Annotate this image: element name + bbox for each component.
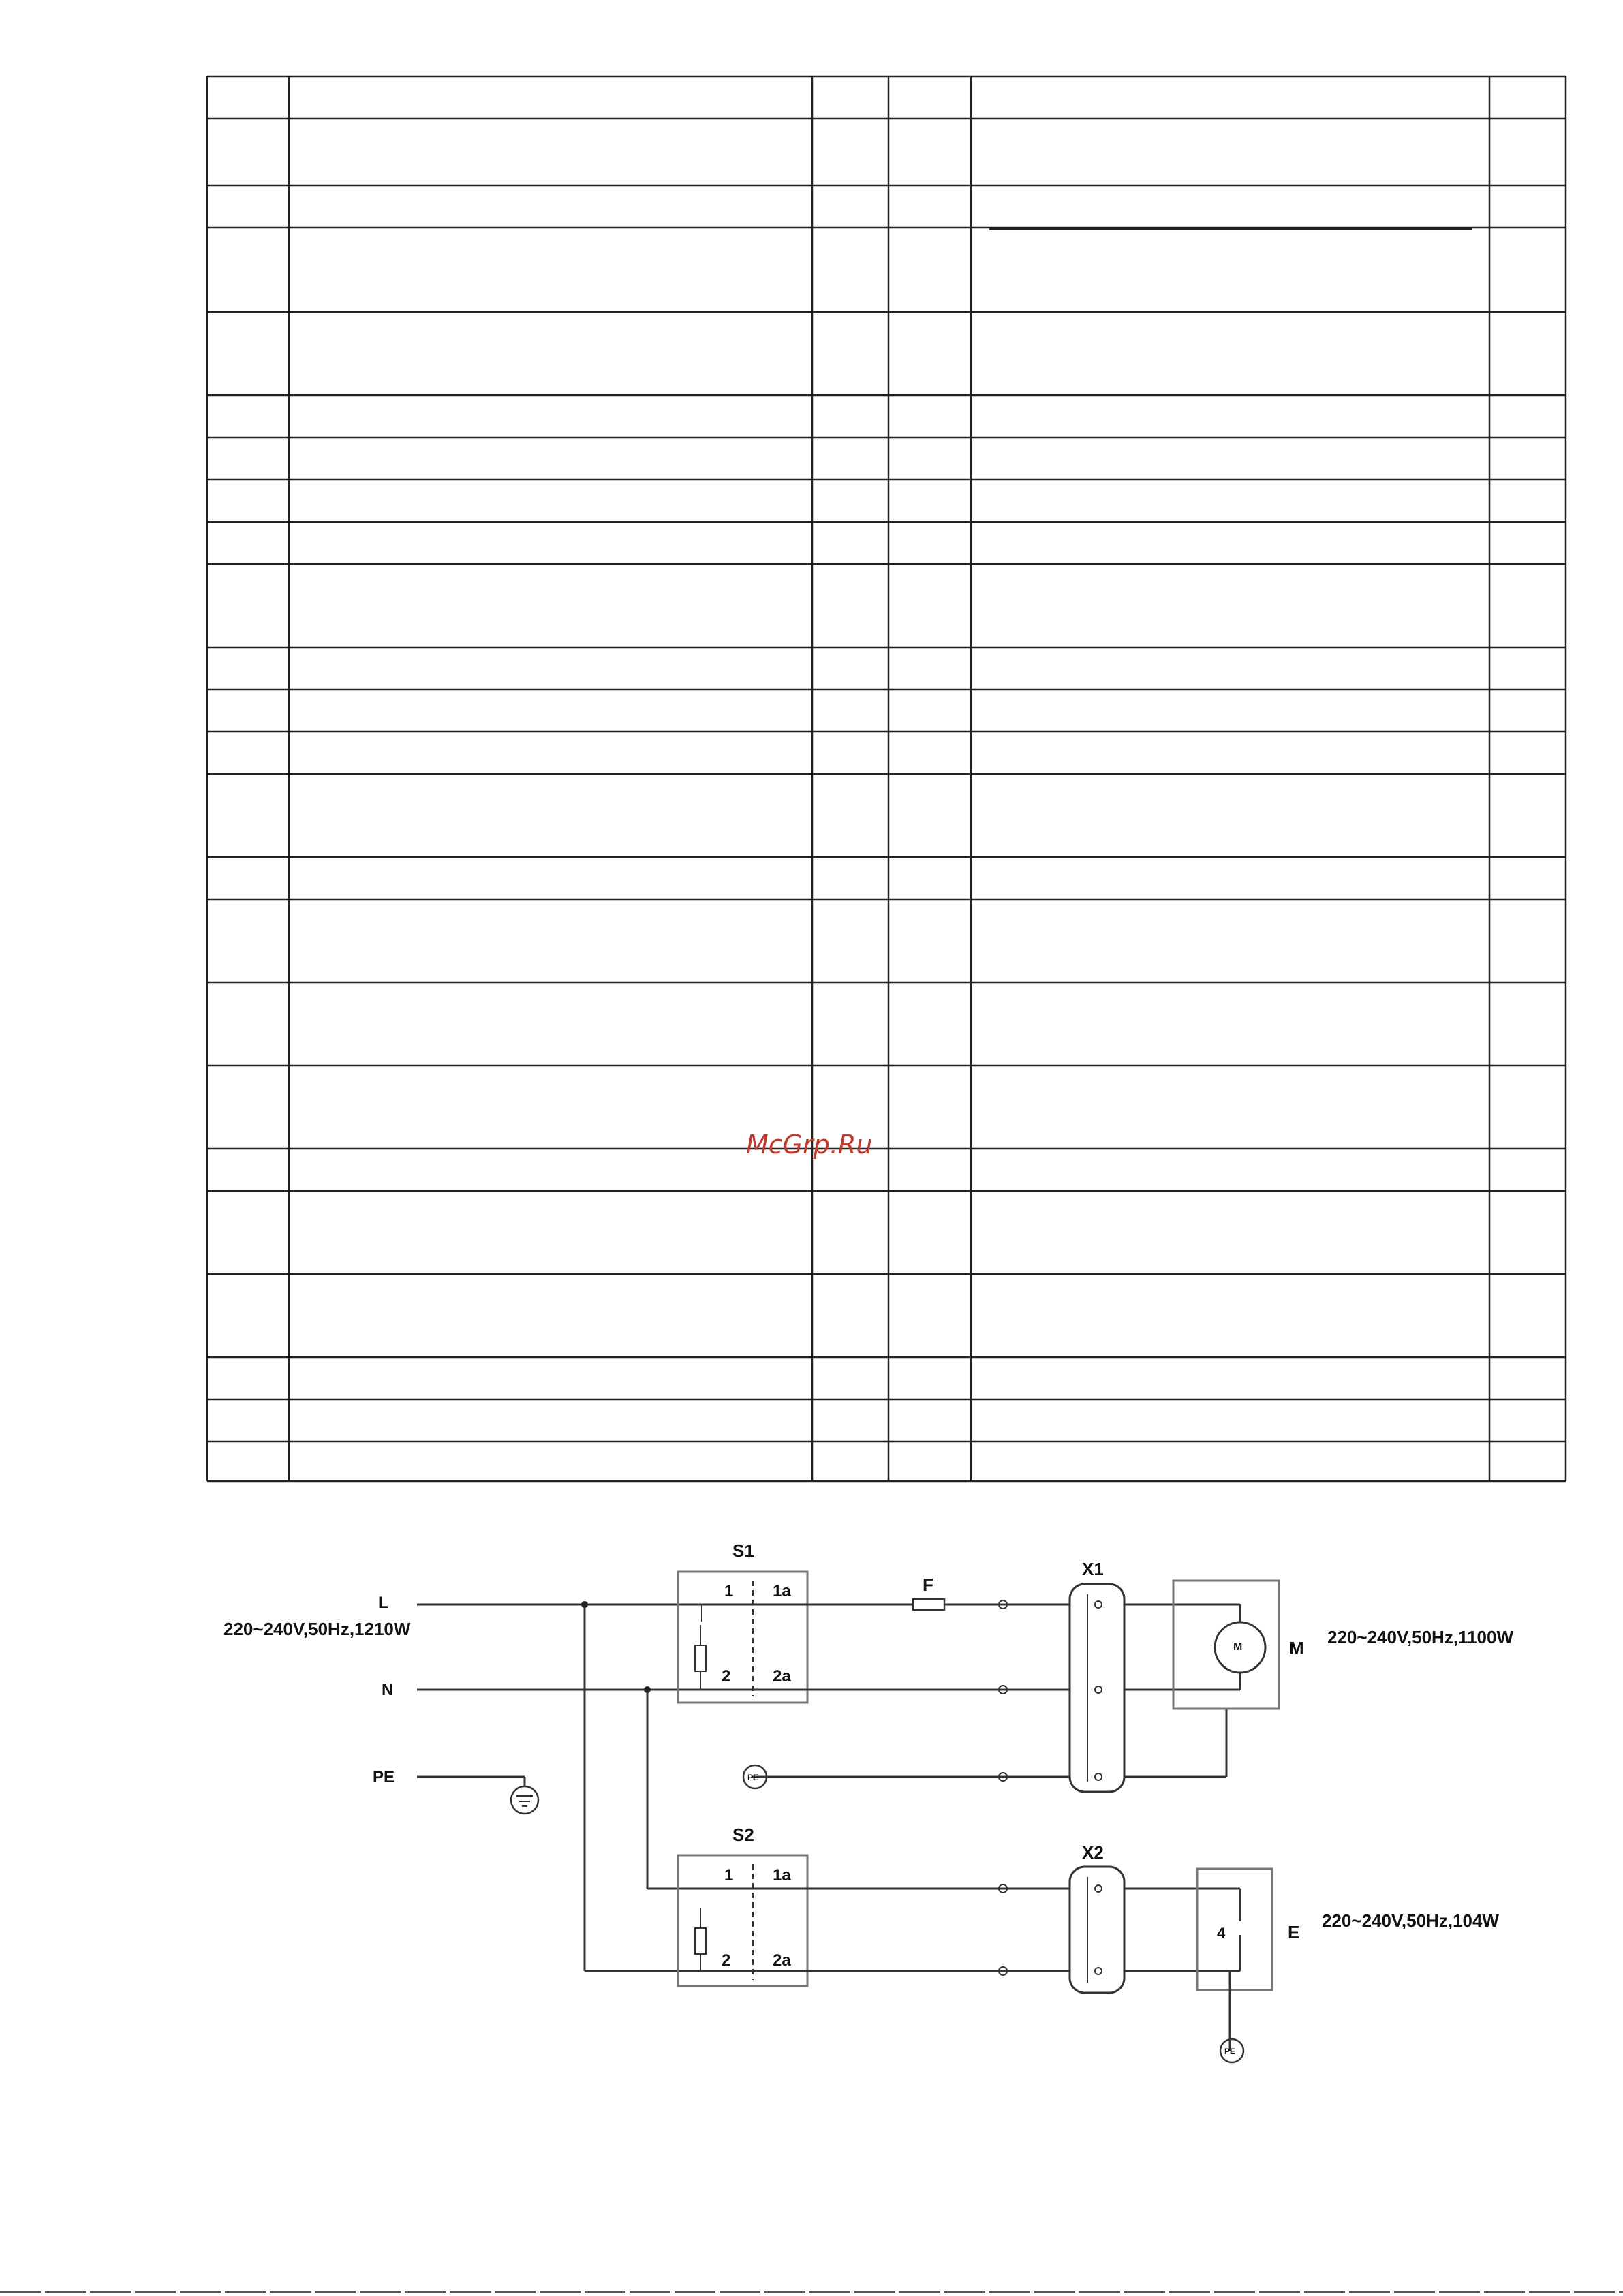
s2-terminal-2a: 2a bbox=[773, 1951, 791, 1970]
s1-terminal-1a: 1a bbox=[773, 1582, 791, 1600]
s2-terminal-2: 2 bbox=[722, 1951, 731, 1970]
pe-text-x1: PE bbox=[747, 1773, 759, 1782]
s2-label: S2 bbox=[732, 1825, 754, 1845]
x2-label: X2 bbox=[1082, 1842, 1104, 1863]
line-label: L bbox=[378, 1594, 388, 1612]
s2-terminal-1: 1 bbox=[724, 1866, 734, 1884]
supply-rating: 220~240V,50Hz,1210W bbox=[223, 1619, 411, 1639]
heater-label: E bbox=[1288, 1922, 1300, 1942]
fuse-body bbox=[913, 1599, 944, 1610]
x1-label: X1 bbox=[1082, 1559, 1104, 1579]
watermark: McGrp.Ru bbox=[746, 1130, 873, 1160]
earth-label: PE bbox=[373, 1768, 395, 1786]
wiring-diagram bbox=[0, 1526, 1623, 2207]
motor-rating: 220~240V,50Hz,1100W bbox=[1327, 1627, 1513, 1647]
s1-terminal-1: 1 bbox=[724, 1582, 734, 1600]
motor-label: M bbox=[1289, 1638, 1304, 1658]
pe-text-heater: PE bbox=[1224, 2047, 1236, 2056]
s1-label: S1 bbox=[732, 1540, 754, 1561]
neutral-label: N bbox=[382, 1681, 394, 1699]
s2-terminal-1a: 1a bbox=[773, 1866, 791, 1884]
earth-symbol bbox=[511, 1786, 538, 1814]
heater-rating: 220~240V,50Hz,104W bbox=[1322, 1910, 1499, 1931]
motor-symbol-text: M bbox=[1233, 1641, 1243, 1653]
heater-element-number: 4 bbox=[1217, 1925, 1226, 1942]
s1-terminal-2a: 2a bbox=[773, 1667, 791, 1686]
terminal-block-x1 bbox=[1070, 1584, 1124, 1792]
fuse-label: F bbox=[923, 1574, 933, 1595]
s1-terminal-2: 2 bbox=[722, 1667, 731, 1686]
